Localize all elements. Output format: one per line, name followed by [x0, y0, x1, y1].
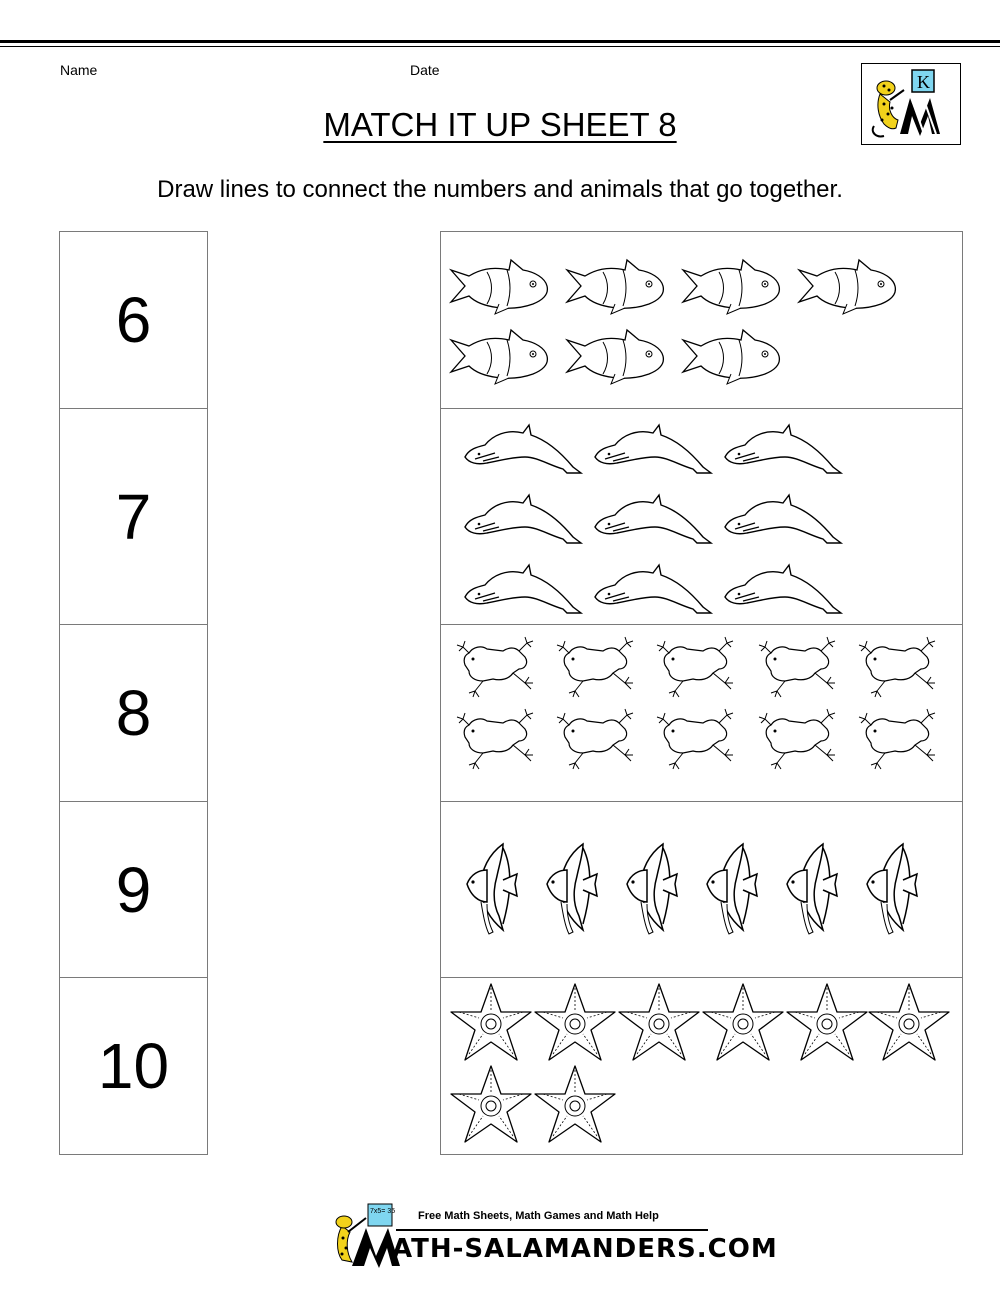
starfish-icon: [869, 984, 949, 1060]
dolphin-icon: [595, 565, 711, 613]
footer-badge-text: 7x5= 35: [370, 1208, 396, 1215]
frog-icon: [859, 709, 935, 769]
frog-icon: [859, 637, 935, 697]
fish-icon: [451, 330, 547, 384]
dolphin-icon: [595, 425, 711, 473]
frog-icon: [557, 637, 633, 697]
number-6: 6: [115, 284, 152, 356]
starfish-icon: [535, 984, 615, 1060]
starfish-icon: [535, 1066, 615, 1142]
starfish-icon: [619, 984, 699, 1060]
frog-icon: [657, 709, 733, 769]
number-7: 7: [115, 480, 152, 553]
dolphin-icon: [725, 565, 841, 613]
fish-icon: [451, 260, 547, 314]
angelfish-icon: [627, 844, 677, 934]
logo-letter: K: [917, 72, 930, 92]
frog-icon: [657, 637, 733, 697]
instructions: Draw lines to connect the numbers and animals that go together.: [157, 176, 843, 203]
picture-cell-dolphins: [440, 408, 963, 624]
frog-icon: [457, 637, 533, 697]
fish-icon: [683, 260, 779, 314]
frog-icon: [759, 637, 835, 697]
footer-rule: [396, 1229, 708, 1231]
date-label: Date: [410, 62, 440, 78]
name-label: Name: [60, 62, 98, 78]
frog-icon: [557, 709, 633, 769]
angelfish-icon: [547, 844, 597, 934]
top-rule-thin: [0, 46, 1000, 47]
number-cell-7: [59, 408, 208, 624]
starfish-icon: [703, 984, 783, 1060]
dolphin-icon: [465, 565, 581, 613]
dolphin-icon: [595, 495, 711, 543]
picture-cell-fish: [440, 231, 963, 408]
footer-salamander-logo: [322, 1200, 402, 1270]
page-title: MATCH IT UP SHEET 8: [323, 106, 677, 143]
fish-icon: [567, 260, 663, 314]
number-9: 9: [115, 853, 152, 926]
number-cell-10: [59, 977, 208, 1155]
fish-icon: [799, 260, 895, 314]
dolphin-icon: [465, 425, 581, 473]
footer-brand: ATH-SALAMANDERS.COM: [392, 1234, 778, 1264]
angelfish-icon: [787, 844, 837, 934]
starfish-icon: [451, 984, 531, 1060]
footer-tagline: Free Math Sheets, Math Games and Math Help: [418, 1210, 659, 1222]
dolphin-icon: [725, 495, 841, 543]
angelfish-icon: [707, 844, 757, 934]
number-8: 8: [115, 677, 152, 749]
picture-cell-angelfish: [440, 801, 963, 977]
starfish-icon: [451, 1066, 531, 1142]
number-cell-9: [59, 801, 208, 977]
dolphin-icon: [725, 425, 841, 473]
number-10: 10: [97, 1030, 170, 1102]
angelfish-icon: [867, 844, 917, 934]
frog-icon: [759, 709, 835, 769]
number-cell-6: [59, 231, 208, 408]
top-rule: [0, 40, 1000, 43]
picture-column: [440, 231, 963, 1155]
picture-cell-starfish: [440, 977, 963, 1155]
fish-icon: [683, 330, 779, 384]
number-column: [59, 231, 208, 1155]
dolphin-icon: [465, 495, 581, 543]
picture-cell-frogs: [440, 624, 963, 801]
starfish-icon: [787, 984, 867, 1060]
number-cell-8: [59, 624, 208, 801]
fish-icon: [567, 330, 663, 384]
frog-icon: [457, 709, 533, 769]
angelfish-icon: [467, 844, 517, 934]
